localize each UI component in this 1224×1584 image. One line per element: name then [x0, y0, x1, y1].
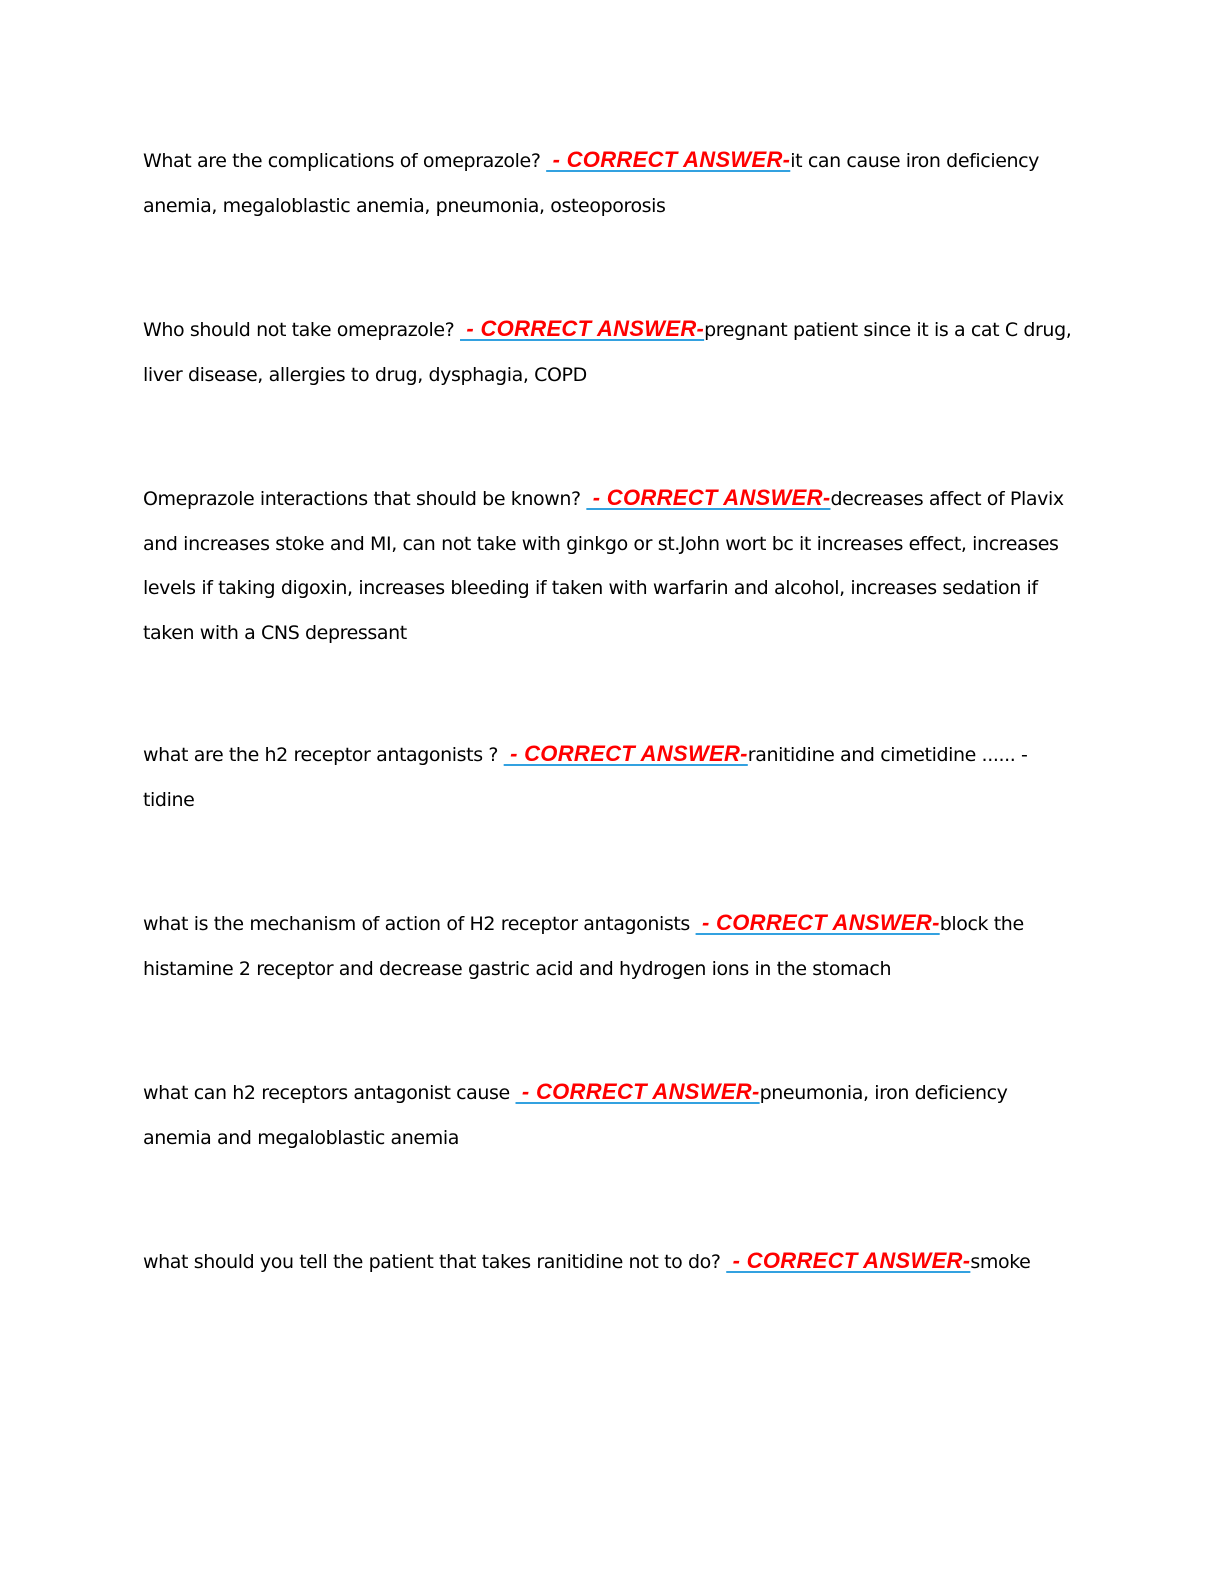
answer-text: ranitidine and cimetidine ...... -tidine: [143, 744, 1028, 811]
qa-item-2: [143, 306, 1078, 398]
answer-text: pregnant patient since it is a cat C drug, liver disease, allergies to drug, dysphagia, COPD: [143, 319, 1072, 386]
correct-answer-marker: - CORRECT ANSWER-: [586, 485, 831, 510]
qa-item-3: [143, 476, 1078, 655]
qa-item-6: [143, 1069, 1078, 1161]
correct-answer-marker: - CORRECT ANSWER-: [503, 741, 748, 766]
qa-item-1: [143, 137, 1078, 229]
question-text: Who should not take omeprazole?: [143, 319, 461, 341]
answer-text: it can cause iron deficiency anemia, megaloblastic anemia, pneumonia, osteoporosis: [143, 150, 1040, 217]
answer-text: block the histamine 2 receptor and decrease gastric acid and hydrogen ions in the stomach: [143, 913, 1024, 980]
correct-answer-marker: - CORRECT ANSWER-: [695, 910, 940, 935]
question-text: what should you tell the patient that takes ranitidine not to do?: [143, 1251, 727, 1273]
correct-answer-marker: - CORRECT ANSWER-: [546, 147, 791, 172]
answer-text: smoke: [970, 1251, 1031, 1273]
correct-answer-marker: - CORRECT ANSWER-: [460, 316, 705, 341]
question-text: What are the complications of omeprazole?: [143, 150, 547, 172]
correct-answer-marker: - CORRECT ANSWER-: [515, 1079, 760, 1104]
qa-item-4: [143, 731, 1078, 823]
qa-item-7: [143, 1238, 1078, 1285]
answer-text: decreases affect of Plavix and increases stoke and MI, can not take with ginkgo or st.John wort bc it increases effect, increases levels if taking digoxin, increases bleeding if taken with warfarin and alcohol, increases sedation if taken with a CNS depressant: [143, 488, 1064, 644]
qa-item-5: [143, 900, 1078, 992]
answer-text: pneumonia, iron deficiency anemia and megaloblastic anemia: [143, 1082, 1008, 1149]
question-text: Omeprazole interactions that should be known?: [143, 488, 587, 510]
question-text: what are the h2 receptor antagonists ?: [143, 744, 504, 766]
correct-answer-marker: - CORRECT ANSWER-: [726, 1248, 971, 1273]
question-text: what is the mechanism of action of H2 receptor antagonists: [143, 913, 696, 935]
question-text: what can h2 receptors antagonist cause: [143, 1082, 516, 1104]
